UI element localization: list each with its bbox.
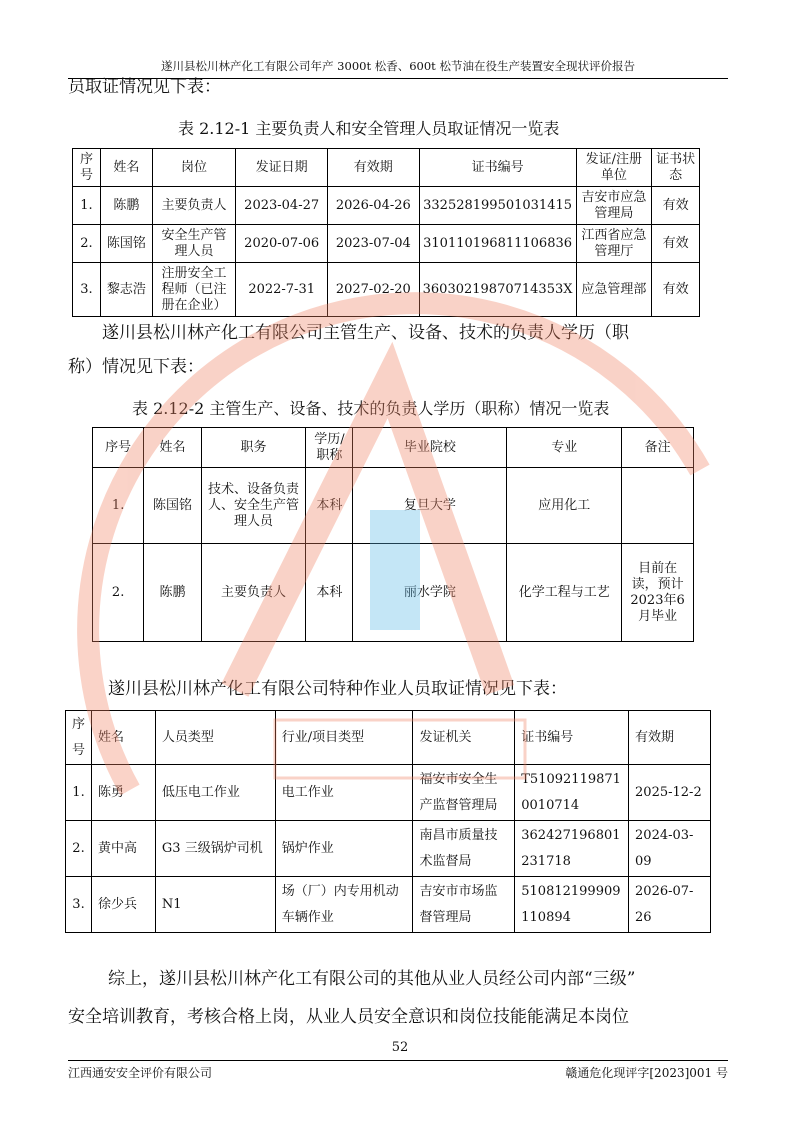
cell: 有效 <box>652 187 700 225</box>
t1-header-index: 序号 <box>73 149 101 187</box>
table-2 <box>92 427 694 642</box>
cell: 丽水学院 <box>353 544 507 642</box>
cell: 1. <box>66 765 92 821</box>
cell: 江西省应急管理厅 <box>576 225 652 263</box>
cell: 2026-04-26 <box>327 187 419 225</box>
cell: 吉安市市场监督管理局 <box>413 877 515 933</box>
cell: 510812199909110894 <box>515 877 629 933</box>
t2-header-remark: 备注 <box>622 428 694 468</box>
t1-header-post: 岗位 <box>152 149 236 187</box>
cell: 2022-7-31 <box>236 263 328 317</box>
cell: 主要负责人 <box>152 187 236 225</box>
t2-header-index: 序号 <box>93 428 144 468</box>
cell: 2. <box>66 821 92 877</box>
t1-header-issue-date: 发证日期 <box>236 149 328 187</box>
table-row <box>73 263 700 317</box>
table-row <box>73 225 700 263</box>
cell: 36030219870714353X <box>419 263 576 317</box>
t1-header-name: 姓名 <box>100 149 152 187</box>
para2-line1: 遂川县松川林产化工有限公司主管生产、设备、技术的负责人学历（职 <box>102 323 629 343</box>
cell: 化学工程与工艺 <box>507 544 622 642</box>
cell: 3. <box>66 877 92 933</box>
t3-header-name: 姓名 <box>92 711 156 765</box>
t2-header-name: 姓名 <box>144 428 201 468</box>
footer-doc-number: 赣通危化现评字[2023]001 号 <box>565 1066 728 1080</box>
cell: 场（厂）内专用机动车辆作业 <box>275 877 413 933</box>
t3-header-issuer: 发证机关 <box>413 711 515 765</box>
cell: 有效 <box>652 225 700 263</box>
cell: 黎志浩 <box>100 263 152 317</box>
cell: 安全生产管理人员 <box>152 225 236 263</box>
cell: 有效 <box>652 263 700 317</box>
cell: 电工作业 <box>275 765 413 821</box>
cell: N1 <box>155 877 275 933</box>
cell: 福安市安全生产监督管理局 <box>413 765 515 821</box>
table-row <box>93 544 694 642</box>
t2-header-school: 毕业院校 <box>353 428 507 468</box>
table2-caption: 表 2.12-2 主管生产、设备、技术的负责人学历（职称）情况一览表 <box>132 399 610 418</box>
cell: 主要负责人 <box>201 544 306 642</box>
cell: 技术、设备负责人、安全生产管理人员 <box>201 468 306 544</box>
cell: 1. <box>73 187 101 225</box>
cell: 陈国铭 <box>144 468 201 544</box>
cell: 2027-02-20 <box>327 263 419 317</box>
cell: G3 三级锅炉司机 <box>155 821 275 877</box>
cell: 应急管理部 <box>576 263 652 317</box>
cell: 本科 <box>306 468 353 544</box>
page-footer <box>68 1060 728 1081</box>
cell: 低压电工作业 <box>155 765 275 821</box>
cell: 陈鹏 <box>100 187 152 225</box>
t1-header-status: 证书状态 <box>652 149 700 187</box>
cell: 陈国铭 <box>100 225 152 263</box>
cell: 2025-12-2 <box>629 765 711 821</box>
cell: 1. <box>93 468 144 544</box>
cell: 吉安市应急管理局 <box>576 187 652 225</box>
intro-line: 员取证情况见下表： <box>68 77 221 97</box>
table1-caption: 表 2.12-1 主要负责人和安全管理人员取证情况一览表 <box>178 119 560 138</box>
t3-header-cert-no: 证书编号 <box>515 711 629 765</box>
t1-header-issuer: 发证/注册单位 <box>576 149 652 187</box>
cell: 本科 <box>306 544 353 642</box>
cell: 3. <box>73 263 101 317</box>
cell: 2. <box>93 544 144 642</box>
table-row <box>93 468 694 544</box>
para4-line2: 安全培训教育，考核合格上岗，从业人员安全意识和岗位技能能满足本岗位 <box>68 1007 629 1027</box>
t2-header-title: 职务 <box>201 428 306 468</box>
cell: T510921198710010714 <box>515 765 629 821</box>
cell: 徐少兵 <box>92 877 156 933</box>
t2-header-major: 专业 <box>507 428 622 468</box>
cell: 陈勇 <box>92 765 156 821</box>
cell: 2. <box>73 225 101 263</box>
t3-header-type: 人员类型 <box>155 711 275 765</box>
cell: 注册安全工程师（已注册在企业） <box>152 263 236 317</box>
table-1 <box>72 148 700 317</box>
cell: 目前在读，预计2023年6月毕业 <box>622 544 694 642</box>
cell: 南昌市质量技术监督局 <box>413 821 515 877</box>
page-number: 52 <box>391 1040 409 1055</box>
cell: 2023-07-04 <box>327 225 419 263</box>
para2-line2: 称）情况见下表： <box>68 357 204 377</box>
para3: 遂川县松川林产化工有限公司特种作业人员取证情况见下表： <box>108 679 567 699</box>
t3-header-valid-until: 有效期 <box>629 711 711 765</box>
table-row <box>73 187 700 225</box>
t1-header-valid-until: 有效期 <box>327 149 419 187</box>
t2-header-education: 学历/职称 <box>306 428 353 468</box>
t3-header-industry: 行业/项目类型 <box>275 711 413 765</box>
cell: 310110196811106836 <box>419 225 576 263</box>
cell <box>622 468 694 544</box>
cell: 应用化工 <box>507 468 622 544</box>
cell: 2020-07-06 <box>236 225 328 263</box>
para4-line1: 综上，遂川县松川林产化工有限公司的其他从业人员经公司内部“三级” <box>108 969 636 989</box>
table-row <box>66 821 711 877</box>
t3-header-index: 序号 <box>66 711 92 765</box>
table-row <box>66 877 711 933</box>
cell: 复旦大学 <box>353 468 507 544</box>
cell: 332528199501031415 <box>419 187 576 225</box>
cell: 2026-07-26 <box>629 877 711 933</box>
table-3 <box>65 710 711 933</box>
cell: 黄中高 <box>92 821 156 877</box>
cell: 2023-04-27 <box>236 187 328 225</box>
page-header: 遂川县松川林产化工有限公司年产 3000t 松香、600t 松节油在役生产装置安全现状评价报告 <box>68 58 728 79</box>
cell: 锅炉作业 <box>275 821 413 877</box>
footer-company: 江西通安安全评价有限公司 <box>68 1066 213 1080</box>
cell: 陈鹏 <box>144 544 201 642</box>
cell: 2024-03-09 <box>629 821 711 877</box>
cell: 362427196801231718 <box>515 821 629 877</box>
t1-header-cert-no: 证书编号 <box>419 149 576 187</box>
table-row <box>66 765 711 821</box>
